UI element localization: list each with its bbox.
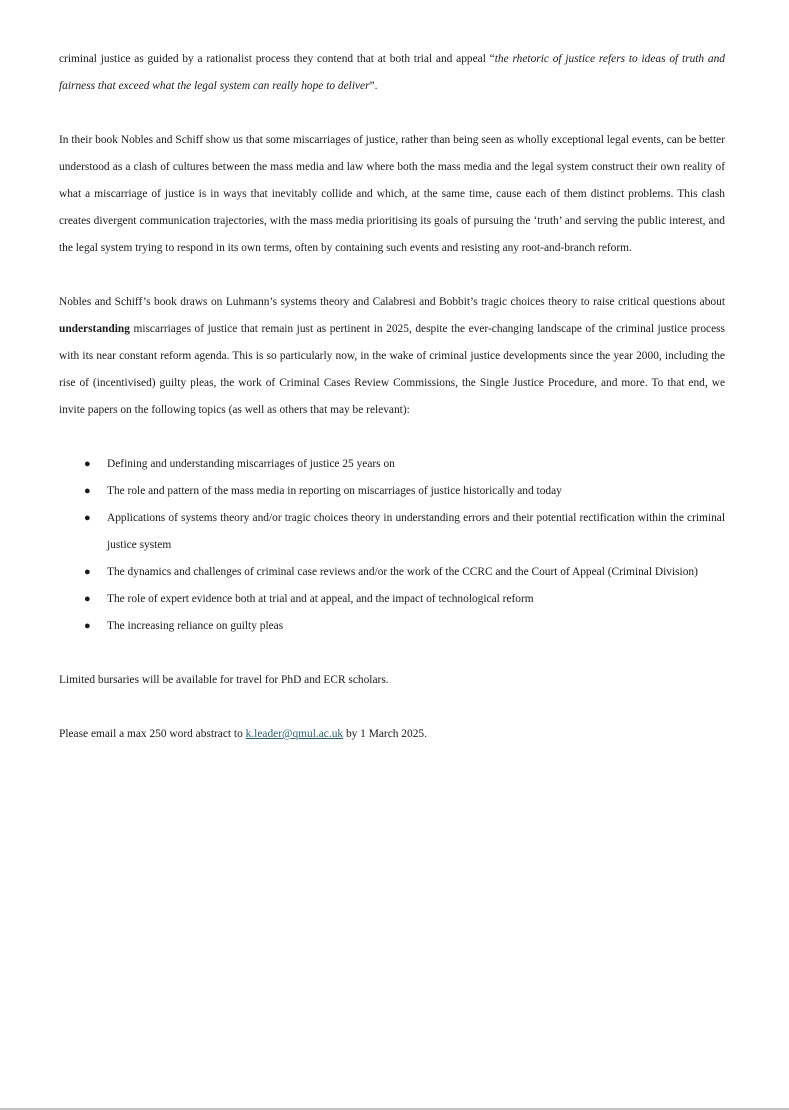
paragraph-gap <box>59 262 725 289</box>
paragraph-lead: Please email a max 250 word abstract to <box>59 728 246 740</box>
list-item-text: Defining and understanding miscarriages of justice 25 years on <box>107 458 395 470</box>
topics-list <box>59 451 725 640</box>
bullet-icon: ● <box>84 485 91 497</box>
list-item <box>59 451 725 478</box>
paragraph-tail: miscarriages of justice that remain just as pertinent in 2025, despite the ever-changing landscape of the criminal justice process with its near constant reform agenda. This is so particularly now, in the wake of criminal justice developments since the year 2000, including the rise of (incentivised) guilty pleas, the work of Criminal Cases Review Commissions, the Single Justice Procedure, and more. To that end, we invite papers on the following topics (as well as others that may be relevant): <box>59 323 725 416</box>
paragraph-gap <box>59 100 725 127</box>
list-item-text: The increasing reliance on guilty pleas <box>107 620 284 632</box>
paragraph-systems-theory <box>59 289 725 424</box>
list-item <box>59 613 725 640</box>
list-item-text: The dynamics and challenges of criminal case reviews and/or the work of the CCRC and the Court of Appeal (Criminal Division) <box>107 566 698 578</box>
bullet-icon: ● <box>84 512 91 524</box>
list-item <box>59 478 725 505</box>
email-link[interactable]: k.leader@qmul.ac.uk <box>245 728 344 740</box>
paragraph-gap <box>59 424 725 451</box>
paragraph-bursaries: Limited bursaries will be available for travel for PhD and ECR scholars. <box>59 674 389 686</box>
paragraph-rhetoric-quote <box>59 46 725 100</box>
list-item-text: The role of expert evidence both at trial and at appeal, and the impact of technological reform <box>107 593 534 605</box>
paragraph-gap <box>59 694 725 721</box>
quote-rhetoric-of-justice: the rhetoric of justice refers to ideas of truth and fairness that exceed what the legal system can really hope to deliver <box>59 53 725 92</box>
paragraph-tail: by 1 March 2025. <box>343 728 427 740</box>
paragraph-tail: ”. <box>369 80 378 92</box>
document-page <box>59 46 725 748</box>
bullet-icon: ● <box>84 566 91 578</box>
paragraph-gap <box>59 640 725 667</box>
list-item <box>59 586 725 613</box>
bullet-icon: ● <box>84 458 91 470</box>
emphasis-understanding: understanding <box>59 323 130 335</box>
list-item <box>59 505 725 559</box>
paragraph-lead: Nobles and Schiff’s book draws on Luhmann’s systems theory and Calabresi and Bobbit’s tragic choices theory to raise critical questions about <box>59 296 725 308</box>
bullet-icon: ● <box>84 620 91 632</box>
paragraph-submission <box>59 721 725 748</box>
paragraph-clash-of-cultures: In their book Nobles and Schiff show us that some miscarriages of justice, rather than being seen as wholly exceptional legal events, can be better understood as a clash of cultures between the mass media and law where both the mass media and the legal system construct their own reality of what a miscarriage of justice is in ways that inevitably collide and which, at the same time, cause each of them distinct problems. This clash creates divergent communication trajectories, with the mass media prioritising its goals of pursuing the ‘truth’ and serving the public interest, and the legal system trying to respond in its own terms, often by containing such events and resisting any root-and-branch reform. <box>59 134 725 254</box>
bullet-icon: ● <box>84 593 91 605</box>
list-item <box>59 559 725 586</box>
paragraph-lead: criminal justice as guided by a rationalist process they contend that at both trial and appeal “ <box>59 53 495 65</box>
list-item-text: The role and pattern of the mass media in reporting on miscarriages of justice historically and today <box>107 485 562 497</box>
list-item-text: Applications of systems theory and/or tragic choices theory in understanding errors and their potential rectification within the criminal justice system <box>107 512 725 551</box>
